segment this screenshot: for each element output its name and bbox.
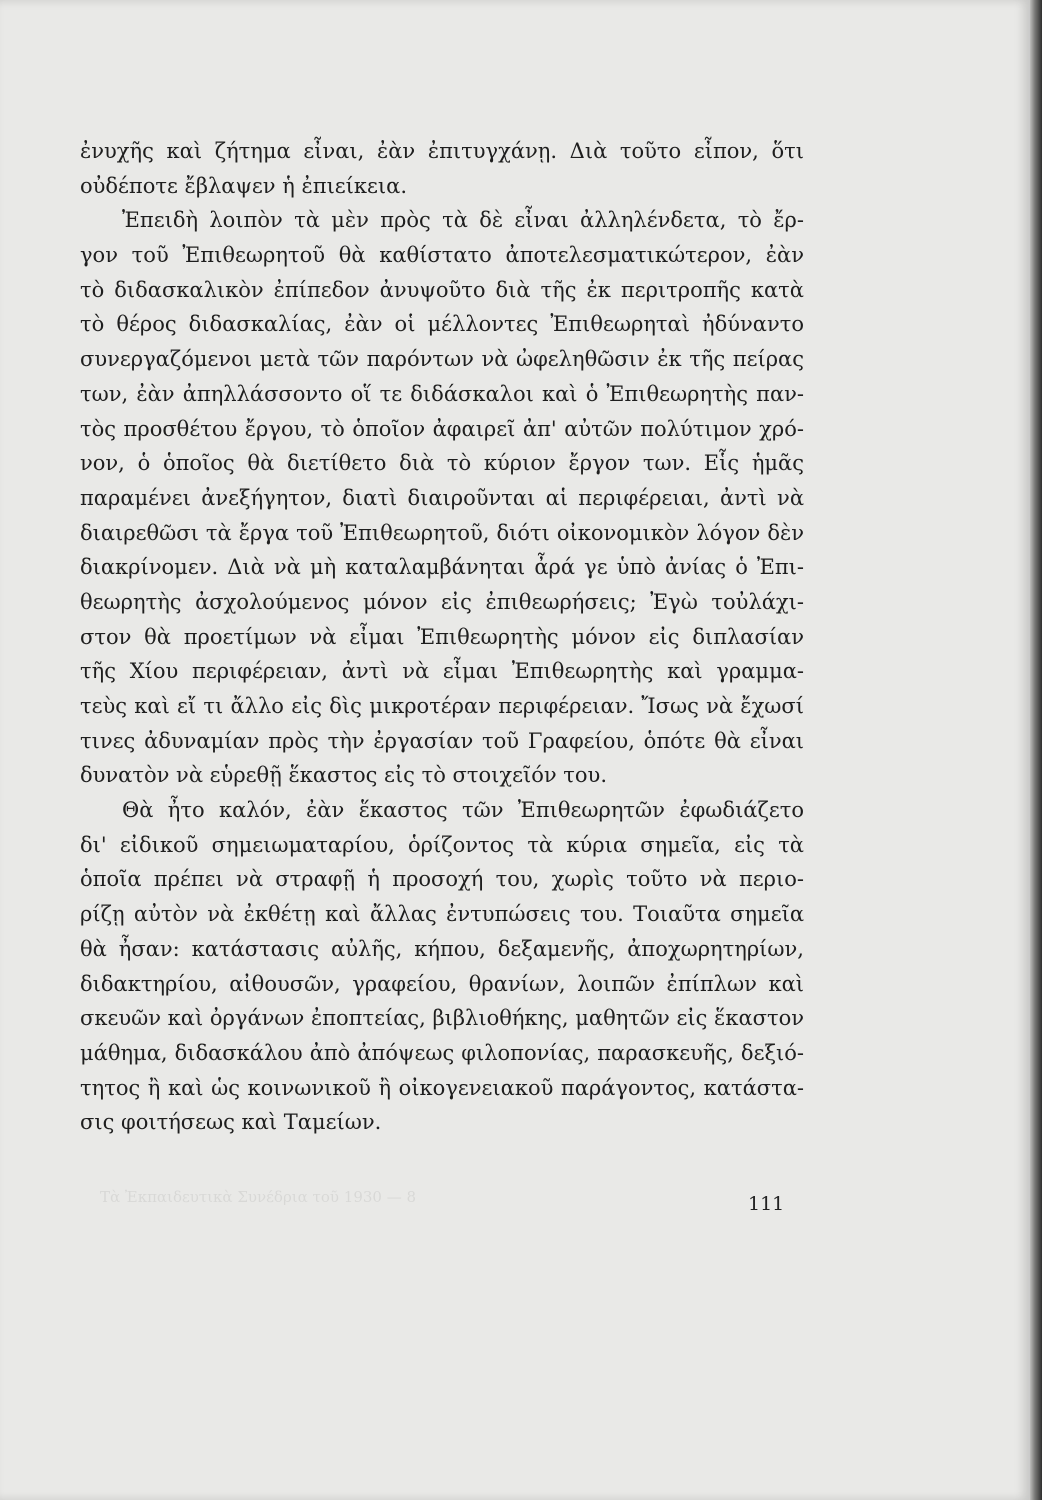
text-line: Θὰ ἦτο καλόν, ἐὰν ἕκαστος τῶν Ἐπιθεωρητῶν ἐφωδιάζετο (122, 798, 804, 823)
text-line: των, ἐὰν ἀπηλλάσσοντο οἵ τε διδάσκαλοι καὶ ὁ Ἐπιθεωρητὴς παν- (80, 381, 804, 406)
text-line: τῆς Χίου περιφέρειαν, ἀντὶ νὰ εἶμαι Ἐπιθεωρητὴς καὶ γραμμα- (80, 659, 804, 684)
text-line: τεὺς καὶ εἴ τι ἄλλο εἰς δὶς μικροτέραν περιφέρειαν. Ἴσως νὰ ἔχωσί (80, 694, 804, 718)
text-line: στον θὰ προετίμων νὰ εἶμαι Ἐπιθεωρητὴς μόνον εἰς διπλασίαν (80, 624, 804, 649)
text-line: Ἐπειδὴ λοιπὸν τὰ μὲν πρὸς τὰ δὲ εἶναι ἀλληλένδετα, τὸ ἔρ- (122, 208, 804, 233)
text-line: γον τοῦ Ἐπιθεωρητοῦ θὰ καθίστατο ἀποτελεσματικώτερον, ἐὰν (80, 243, 804, 268)
text-line: θεωρητὴς ἀσχολούμενος μόνον εἰς ἐπιθεωρήσεις; Ἐγὼ τοὐλάχι- (80, 589, 804, 614)
text-line: σκευῶν καὶ ὀργάνων ἐποπτείας, βιβλιοθήκης, μαθητῶν εἰς ἕκαστον (80, 1006, 804, 1031)
text-line: οὐδέποτε ἔβλαψεν ἡ ἐπιείκεια. (80, 173, 408, 198)
text-line: ρίζῃ αὐτὸν νὰ ἐκθέτῃ καὶ ἄλλας ἐντυπώσεις του. Τοιαῦτα σημεῖα (80, 902, 804, 927)
text-line: τητος ἢ καὶ ὡς κοινωνικοῦ ἢ οἰκογενειακοῦ παράγοντος, κατάστα- (80, 1075, 804, 1100)
text-line: σις φοιτήσεως καὶ Ταμείων. (80, 1110, 382, 1135)
text-line: τὸς προσθέτου ἔργου, τὸ ὁποῖον ἀφαιρεῖ ἀπ' αὐτῶν πολύτιμον χρό- (80, 416, 804, 441)
text-line: διδακτηρίου, αἰθουσῶν, γραφείου, θρανίων, λοιπῶν ἐπίπλων καὶ (80, 971, 804, 996)
text-line: τινες ἀδυναμίαν πρὸς τὴν ἐργασίαν τοῦ Γραφείου, ὁπότε θὰ εἶναι (80, 728, 804, 753)
book-edge (1030, 0, 1042, 1500)
text-line: ὁποῖα πρέπει νὰ στραφῇ ἡ προσοχή του, χωρὶς τοῦτο νὰ περιο- (80, 867, 804, 892)
text-line: μάθημα, διδασκάλου ἀπὸ ἀπόψεως φιλοπονίας, παρασκευῆς, δεξιό- (80, 1040, 804, 1065)
text-line: τὸ διδασκαλικὸν ἐπίπεδον ἀνυψοῦτο διὰ τῆς ἐκ περιτροπῆς κατὰ (80, 277, 804, 302)
body-text (80, 134, 804, 1140)
text-line: θὰ ἦσαν: κατάστασις αὐλῆς, κήπου, δεξαμενῆς, ἀποχωρητηρίων, (80, 936, 804, 961)
bleed-through-text: Τὰ Ἐκπαιδευτικὰ Συνέδρια τοῦ 1930 — 8 (100, 1188, 417, 1206)
text-line: συνεργαζόμενοι μετὰ τῶν παρόντων νὰ ὠφεληθῶσιν ἐκ τῆς πείρας (80, 347, 804, 372)
text-line: ἐνυχῆς καὶ ζήτημα εἶναι, ἐὰν ἐπιτυγχάνῃ. Διὰ τοῦτο εἶπον, ὅτι (80, 139, 804, 163)
text-line: παραμένει ἀνεξήγητον, διατὶ διαιροῦνται αἱ περιφέρειαι, ἀντὶ νὰ (80, 485, 804, 510)
text-line: διακρίνομεν. Διὰ νὰ μὴ καταλαμβάνηται ἆρά γε ὑπὸ ἀνίας ὁ Ἐπι- (80, 555, 804, 580)
text-line: τὸ θέρος διδασκαλίας, ἐὰν οἱ μέλλοντες Ἐπιθεωρηταὶ ἠδύναντο (80, 312, 804, 337)
text-line: διαιρεθῶσι τὰ ἔργα τοῦ Ἐπιθεωρητοῦ, διότι οἰκονομικὸν λόγον δὲν (80, 520, 804, 545)
text-line: δυνατὸν νὰ εὑρεθῇ ἕκαστος εἰς τὸ στοιχεῖόν του. (80, 763, 607, 788)
page-number: 111 (748, 1193, 785, 1215)
text-line: νον, ὁ ὁποῖος θὰ διετίθετο διὰ τὸ κύριον ἔργον των. Εἷς ἡμᾶς (80, 451, 804, 476)
text-line: δι' εἰδικοῦ σημειωματαρίου, ὁρίζοντος τὰ κύρια σημεῖα, εἰς τὰ (80, 832, 804, 857)
